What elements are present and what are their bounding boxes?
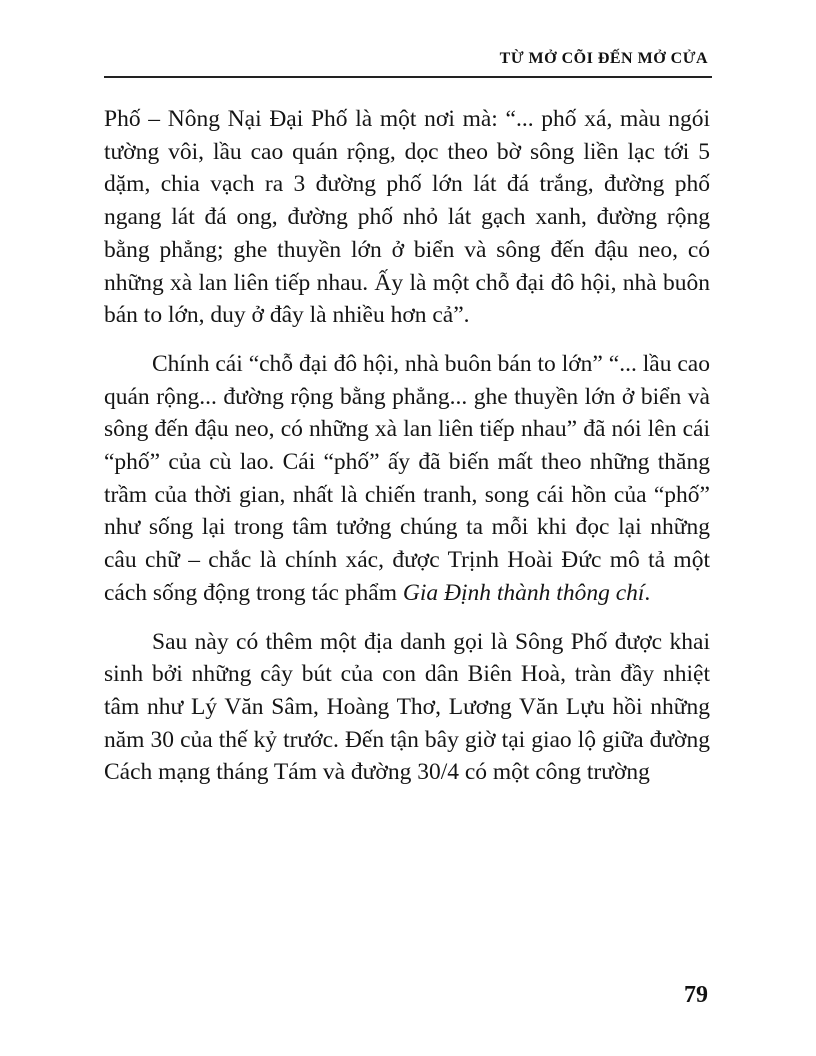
page-number: 79 — [684, 982, 708, 1008]
paragraph-2 — [104, 348, 710, 610]
running-header: TỪ MỞ CÕI ĐẾN MỞ CỬA — [499, 50, 708, 67]
paragraph-2-end: . — [644, 579, 651, 606]
book-title: Gia Định thành thông chí — [402, 579, 645, 606]
paragraph-3: Sau này có thêm một địa danh gọi là Sông Phố được khai sinh bởi những cây bút của con dân Biên Hoà, tràn đầy nhiệt tâm như Lý Văn Sâm, Hoàng Thơ, Lương Văn Lựu hồi những năm 30 của thế kỷ trước. Đến tận bây giờ tại giao lộ giữa đường Cách mạng tháng Tám và đường 30/4 có một công trường — [104, 628, 710, 786]
paragraph-2-text: Chính cái “chỗ đại đô hội, nhà buôn bán to lớn” “... lầu cao quán rộng... đường rộng bằng phẳng... ghe thuyền lớn ở biển và sông đến đậu neo, có những xà lan liên tiếp nhau” đã nói lên cái “phố” của cù lao. Cái “phố” ấy đã biến mất theo những thăng trầm của thời gian, nhất là chiến tranh, song cái hồn của “phố” như sống lại trong tâm tưởng chúng ta mỗi khi đọc lại những câu chữ – chắc là chính xác, được Trịnh Hoài Đức mô tả một cách sống động trong tác phẩm — [104, 350, 710, 606]
body-text — [104, 103, 710, 789]
header-rule — [104, 76, 712, 78]
paragraph-1: Phố – Nông Nại Đại Phố là một nơi mà: “... phố xá, màu ngói tường vôi, lầu cao quán rộng, dọc theo bờ sông liền lạc tới 5 dặm, chia vạch ra 3 đường phố lớn lát đá trắng, đường phố ngang lát đá ong, đường phố nhỏ lát gạch xanh, đường rộng bằng phẳng; ghe thuyền lớn ở biển và sông đến đậu neo, có những xà lan liên tiếp nhau. Ấy là một chỗ đại đô hội, nhà buôn bán to lớn, duy ở đây là nhiều hơn cả”. — [104, 106, 710, 329]
